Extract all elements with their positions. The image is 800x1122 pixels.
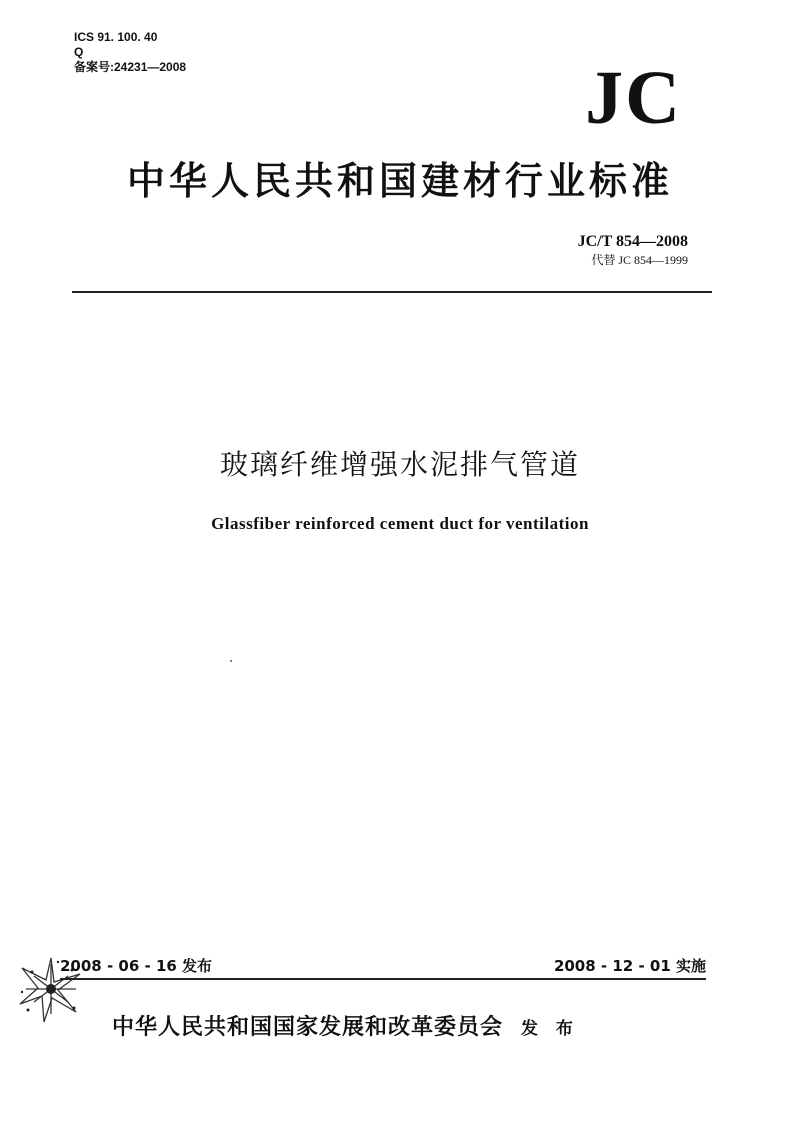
bottom-divider (60, 978, 706, 980)
classification-code: Q (74, 45, 84, 59)
header-codes (74, 30, 186, 75)
implementation-date: 2008 - 12 - 01 实施 (553, 957, 706, 975)
publisher-name: 中华人民共和国国家发展和改革委员会 (112, 1015, 504, 1040)
standard-number: JC/T 854—2008 (577, 233, 688, 250)
ics-code: ICS 91. 100. 40 (74, 30, 158, 44)
issue-date: 2008 - 06 - 16 发布 (60, 957, 213, 975)
publisher-line (112, 1010, 579, 1041)
document-title-cn: 玻璃纤维增强水泥排气管道 (219, 448, 580, 481)
scan-speck (230, 660, 232, 662)
publisher-suffix: 发 布 (521, 1019, 579, 1039)
standard-number-block (578, 232, 688, 268)
replaces-standard: 代替 JC 854—1999 (591, 253, 688, 267)
top-divider (72, 291, 712, 293)
standard-category-title: 中华人民共和国建材行业标准 (126, 159, 673, 203)
document-title-en: Glassfiber reinforced cement duct for ventilation (211, 514, 589, 533)
jc-logo: JC (585, 56, 682, 140)
filing-number: 备案号:24231—2008 (74, 60, 187, 74)
